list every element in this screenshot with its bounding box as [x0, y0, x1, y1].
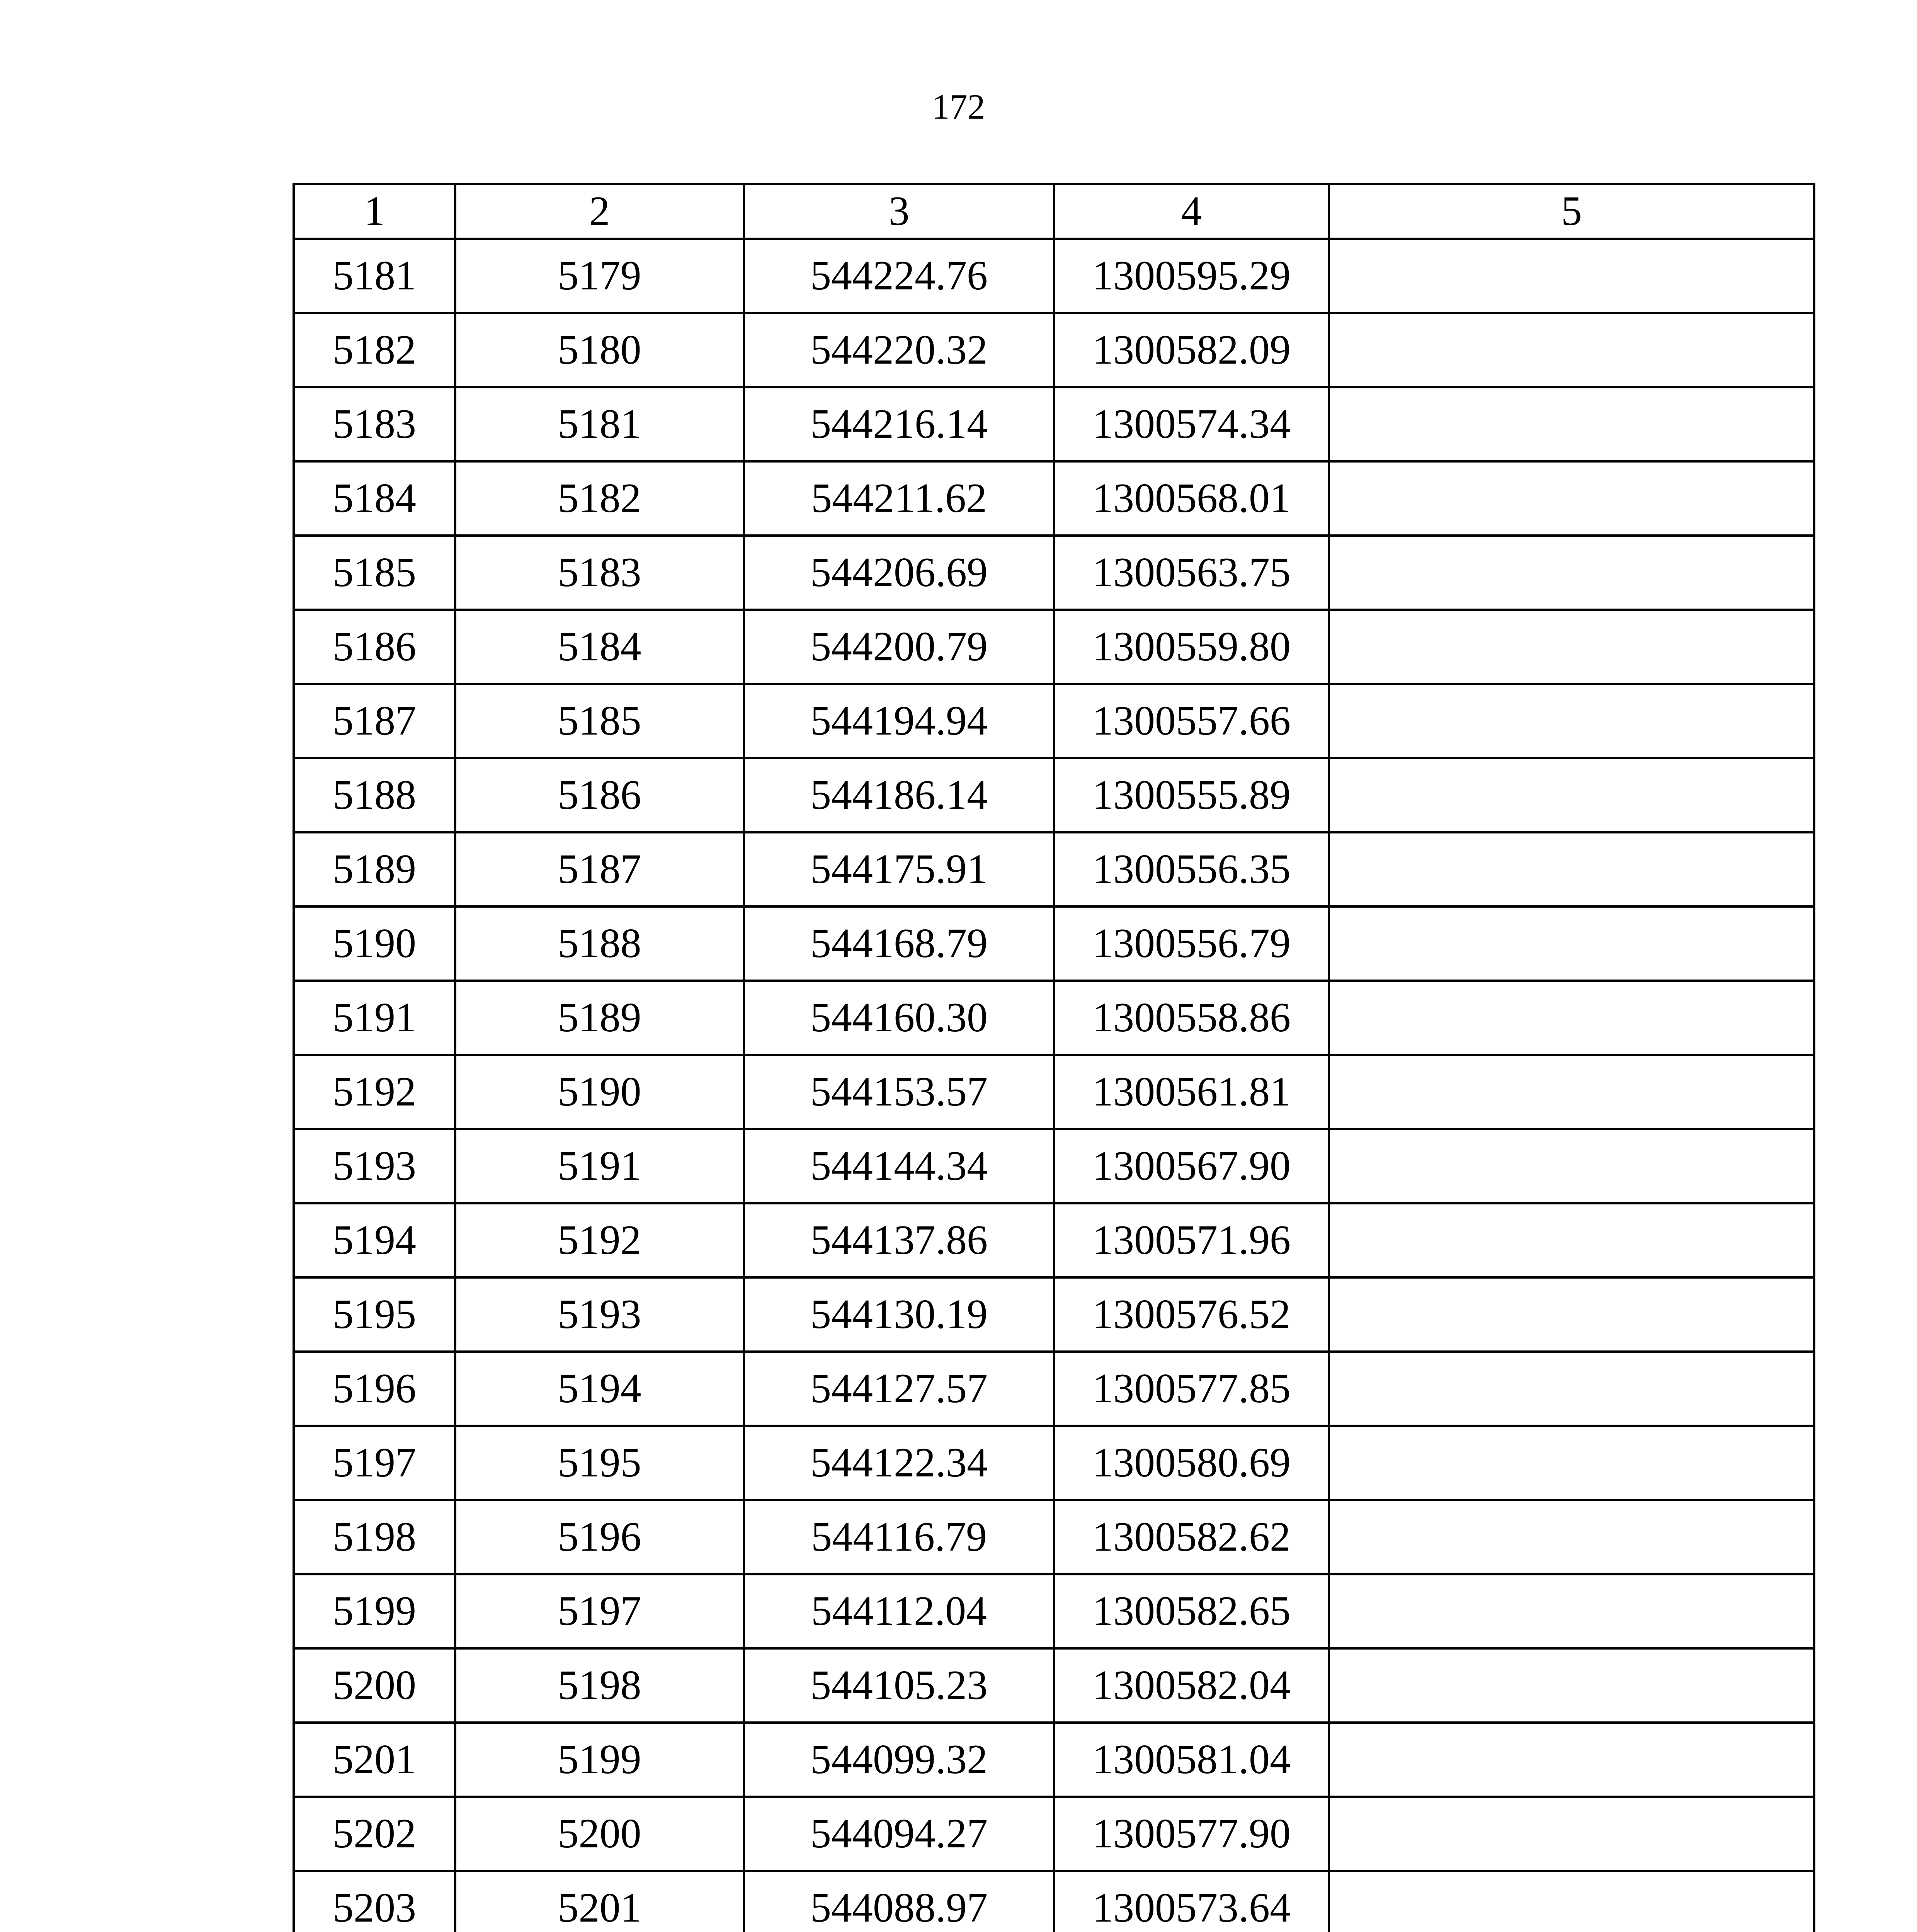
table-cell: 5191 — [294, 981, 455, 1055]
table-cell: 5190 — [455, 1055, 744, 1129]
table-cell: 1300577.90 — [1054, 1797, 1329, 1871]
table-cell — [1329, 1203, 1814, 1277]
table-cell — [1329, 832, 1814, 906]
table-row — [294, 313, 1814, 387]
table-cell — [1329, 1055, 1814, 1129]
table-cell — [1329, 1723, 1814, 1797]
table-cell: 5202 — [294, 1797, 455, 1871]
table-cell: 5183 — [455, 536, 744, 610]
table-cell — [1329, 387, 1814, 461]
table-row — [294, 1500, 1814, 1574]
table-cell: 1300561.81 — [1054, 1055, 1329, 1129]
table-cell: 1300568.01 — [1054, 461, 1329, 536]
table-cell: 544099.32 — [744, 1723, 1054, 1797]
table-cell: 5179 — [455, 239, 744, 313]
table-cell: 544160.30 — [744, 981, 1054, 1055]
table-cell: 5192 — [294, 1055, 455, 1129]
table-cell: 5195 — [294, 1277, 455, 1352]
table-cell: 544153.57 — [744, 1055, 1054, 1129]
table-cell: 5181 — [294, 239, 455, 313]
table-cell: 544116.79 — [744, 1500, 1054, 1574]
table-cell: 5192 — [455, 1203, 744, 1277]
table-cell — [1329, 536, 1814, 610]
table-cell: 5200 — [294, 1648, 455, 1723]
table-cell: 5200 — [455, 1797, 744, 1871]
table-cell: 5198 — [455, 1648, 744, 1723]
table-cell: 5196 — [455, 1500, 744, 1574]
table-row — [294, 832, 1814, 906]
table-cell: 1300574.34 — [1054, 387, 1329, 461]
table-row — [294, 1797, 1814, 1871]
table-cell: 5188 — [455, 906, 744, 981]
table-cell — [1329, 1871, 1814, 1932]
table-cell — [1329, 610, 1814, 684]
table-cell: 5186 — [455, 758, 744, 832]
table-cell: 1300576.52 — [1054, 1277, 1329, 1352]
table-cell: 1300571.96 — [1054, 1203, 1329, 1277]
table-cell: 5189 — [455, 981, 744, 1055]
table-cell: 1300555.89 — [1054, 758, 1329, 832]
column-header: 1 — [294, 184, 455, 239]
table-header — [294, 184, 1814, 239]
column-header: 3 — [744, 184, 1054, 239]
table-cell — [1329, 1797, 1814, 1871]
table-cell: 544175.91 — [744, 832, 1054, 906]
table-row — [294, 610, 1814, 684]
table-cell: 544186.14 — [744, 758, 1054, 832]
table-cell: 5201 — [294, 1723, 455, 1797]
table-row — [294, 1203, 1814, 1277]
column-header: 5 — [1329, 184, 1814, 239]
table-cell: 5197 — [455, 1574, 744, 1648]
header-row — [294, 184, 1814, 239]
table-cell: 1300559.80 — [1054, 610, 1329, 684]
table-cell: 1300558.86 — [1054, 981, 1329, 1055]
table-cell: 544168.79 — [744, 906, 1054, 981]
table-cell: 5182 — [455, 461, 744, 536]
table-cell: 5193 — [294, 1129, 455, 1203]
table-cell: 1300563.75 — [1054, 536, 1329, 610]
table-row — [294, 1648, 1814, 1723]
table-cell: 5201 — [455, 1871, 744, 1932]
table-cell: 5184 — [294, 461, 455, 536]
table-cell — [1329, 758, 1814, 832]
table-cell: 5194 — [294, 1203, 455, 1277]
table-row — [294, 1352, 1814, 1426]
table-cell — [1329, 684, 1814, 758]
table-cell — [1329, 461, 1814, 536]
table-cell: 544206.69 — [744, 536, 1054, 610]
table-cell: 5191 — [455, 1129, 744, 1203]
table-row — [294, 1055, 1814, 1129]
table-cell: 1300556.79 — [1054, 906, 1329, 981]
table-cell: 5193 — [455, 1277, 744, 1352]
table-row — [294, 239, 1814, 313]
table-row — [294, 461, 1814, 536]
table-cell: 544224.76 — [744, 239, 1054, 313]
table-row — [294, 1129, 1814, 1203]
table-cell: 1300577.85 — [1054, 1352, 1329, 1426]
table-cell — [1329, 313, 1814, 387]
table-cell: 5187 — [294, 684, 455, 758]
table-cell: 1300580.69 — [1054, 1426, 1329, 1500]
table-cell: 1300556.35 — [1054, 832, 1329, 906]
table-cell: 5199 — [294, 1574, 455, 1648]
table-cell: 5196 — [294, 1352, 455, 1426]
table-cell — [1329, 1426, 1814, 1500]
table-cell: 544220.32 — [744, 313, 1054, 387]
table-cell: 5181 — [455, 387, 744, 461]
table-cell — [1329, 1352, 1814, 1426]
table-cell — [1329, 239, 1814, 313]
table-cell: 544211.62 — [744, 461, 1054, 536]
table-cell: 544094.27 — [744, 1797, 1054, 1871]
table-cell: 5185 — [294, 536, 455, 610]
column-header: 2 — [455, 184, 744, 239]
table-row — [294, 1723, 1814, 1797]
table-cell: 5197 — [294, 1426, 455, 1500]
table-cell: 5189 — [294, 832, 455, 906]
table-cell: 5199 — [455, 1723, 744, 1797]
table-cell: 5198 — [294, 1500, 455, 1574]
column-header: 4 — [1054, 184, 1329, 239]
table-cell: 544112.04 — [744, 1574, 1054, 1648]
table-cell: 544200.79 — [744, 610, 1054, 684]
table-cell: 544137.86 — [744, 1203, 1054, 1277]
table-cell: 5184 — [455, 610, 744, 684]
table-row — [294, 1426, 1814, 1500]
table-cell: 544144.34 — [744, 1129, 1054, 1203]
table-cell: 5203 — [294, 1871, 455, 1932]
table-cell: 5188 — [294, 758, 455, 832]
table-body — [294, 239, 1814, 1932]
coordinates-table — [293, 183, 1815, 1932]
table-cell: 544105.23 — [744, 1648, 1054, 1723]
table-cell: 1300582.09 — [1054, 313, 1329, 387]
table-cell: 5186 — [294, 610, 455, 684]
table-row — [294, 1277, 1814, 1352]
table-cell: 1300582.65 — [1054, 1574, 1329, 1648]
table-cell: 544127.57 — [744, 1352, 1054, 1426]
table-row — [294, 758, 1814, 832]
table-row — [294, 387, 1814, 461]
table-cell: 1300573.64 — [1054, 1871, 1329, 1932]
table-cell: 1300595.29 — [1054, 239, 1329, 313]
table-cell: 544194.94 — [744, 684, 1054, 758]
page-number: 172 — [932, 87, 985, 126]
table-row — [294, 536, 1814, 610]
table-cell — [1329, 1500, 1814, 1574]
table-cell: 5195 — [455, 1426, 744, 1500]
table-cell: 544122.34 — [744, 1426, 1054, 1500]
table-cell: 544216.14 — [744, 387, 1054, 461]
table-row — [294, 906, 1814, 981]
table-cell: 1300581.04 — [1054, 1723, 1329, 1797]
table-cell: 5194 — [455, 1352, 744, 1426]
table-cell — [1329, 1648, 1814, 1723]
table-cell: 544130.19 — [744, 1277, 1054, 1352]
table-cell — [1329, 1574, 1814, 1648]
table-cell: 5183 — [294, 387, 455, 461]
table-cell — [1329, 981, 1814, 1055]
table-cell: 5185 — [455, 684, 744, 758]
table-cell — [1329, 906, 1814, 981]
table-cell: 5182 — [294, 313, 455, 387]
table-cell: 544088.97 — [744, 1871, 1054, 1932]
table-cell: 1300582.04 — [1054, 1648, 1329, 1723]
table-cell: 5180 — [455, 313, 744, 387]
table-row — [294, 1574, 1814, 1648]
table-row — [294, 684, 1814, 758]
table-cell: 1300557.66 — [1054, 684, 1329, 758]
table-cell: 5190 — [294, 906, 455, 981]
table-row — [294, 1871, 1814, 1932]
table-cell: 1300567.90 — [1054, 1129, 1329, 1203]
table-cell — [1329, 1277, 1814, 1352]
table-row — [294, 981, 1814, 1055]
table-cell: 1300582.62 — [1054, 1500, 1329, 1574]
table-cell: 5187 — [455, 832, 744, 906]
table-cell — [1329, 1129, 1814, 1203]
